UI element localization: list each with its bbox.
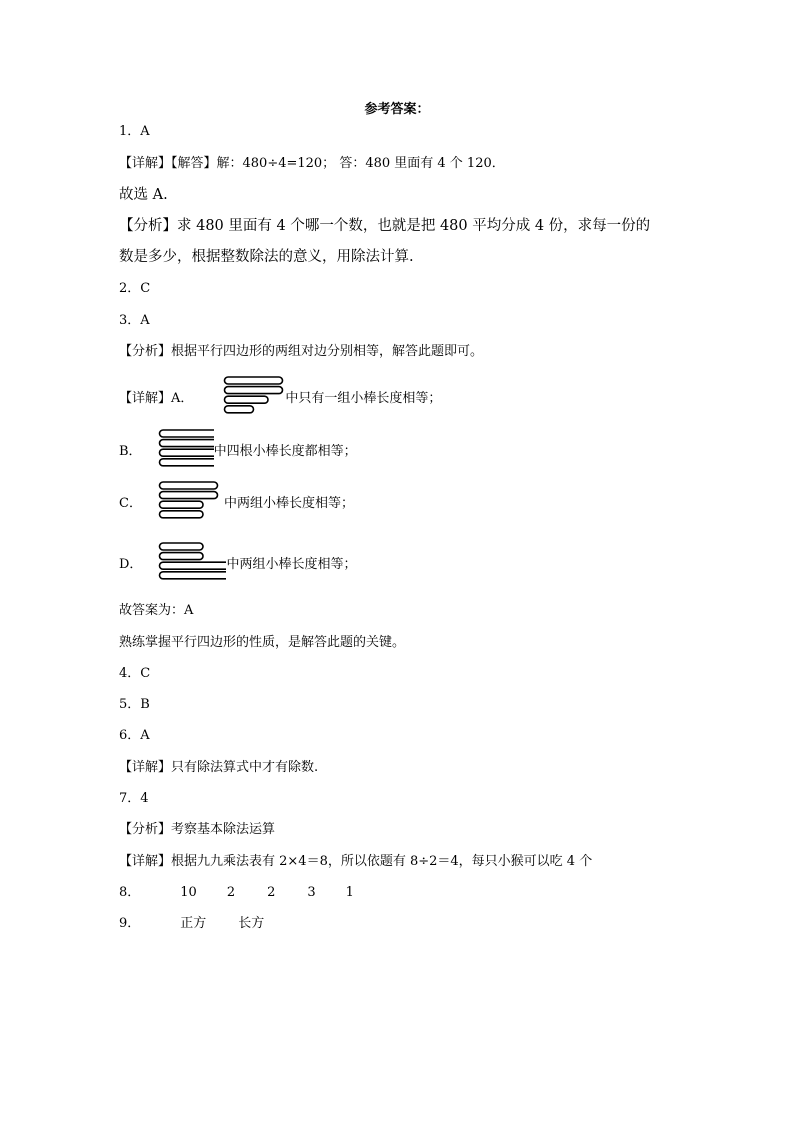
option-c-sticks (158, 480, 224, 522)
answer-8 (119, 885, 354, 901)
answer-8-label: 8． (119, 885, 141, 900)
option-a (119, 375, 441, 417)
answer-4: 4．C (119, 666, 151, 681)
stick (160, 562, 227, 569)
option-c-prefix: C． (119, 495, 142, 511)
stick (160, 572, 227, 579)
answer-2: 2．C (119, 281, 151, 296)
answer-6: 6．A (119, 728, 150, 743)
answer-8-value: 3 (307, 885, 316, 900)
answer-9-label: 9． (119, 916, 141, 931)
stick (225, 387, 283, 394)
answer-7-detail: 【详解】根据九九乘法表有 2×4＝8，所以依题有 8÷2＝4，每只小猴可以吃 4 个 (119, 854, 593, 869)
answer-3-analysis: 【分析】根据平行四边形的两组对边分别相等，解答此题即可。 (119, 344, 484, 359)
option-d-text: 中两组小棒长度相等； (226, 556, 357, 572)
answer-8-value: 2 (267, 885, 276, 900)
option-d-sticks (158, 541, 226, 583)
option-b-text: 中四根小棒长度都相等； (213, 443, 357, 459)
answer-9 (119, 916, 264, 932)
answer-8-value: 10 (180, 885, 197, 900)
stick (225, 377, 283, 384)
answer-9-value: 正方 (180, 916, 207, 931)
option-d (119, 541, 356, 583)
option-b-sticks (158, 428, 214, 470)
answer-8-value: 1 (345, 885, 354, 900)
option-a-prefix: 【详解】A． (119, 390, 194, 406)
option-c (119, 480, 354, 522)
page-title: 参考答案： (364, 102, 430, 117)
stick (159, 501, 203, 508)
answer-1-choice: 故选 A. (119, 187, 168, 203)
option-b (119, 428, 357, 470)
option-d-prefix: D． (119, 556, 143, 572)
answer-1-detail: 【详解】【解答】解：480÷4=120； 答：480 里面有 4 个 120． (119, 156, 505, 171)
stick (159, 430, 214, 437)
answer-1-analysis-line2: 数是多少，根据整数除法的意义，用除法计算. (119, 249, 414, 265)
stick (225, 406, 254, 413)
stick (225, 396, 269, 403)
option-a-sticks (223, 375, 285, 417)
stick (159, 440, 214, 447)
answer-7-analysis: 【分析】考察基本除法运算 (119, 822, 276, 837)
option-a-text: 中只有一组小棒长度相等； (285, 390, 442, 406)
answer-8-value: 2 (226, 885, 236, 900)
stick (160, 553, 204, 560)
stick (159, 449, 214, 456)
stick (159, 482, 217, 489)
option-b-prefix: B． (119, 443, 142, 459)
answer-3: 3．A (119, 313, 150, 328)
answer-7: 7．4 (119, 791, 149, 806)
answer-6-detail: 【详解】只有除法算式中才有除数. (119, 760, 319, 775)
answer-9-value: 长方 (238, 916, 265, 931)
answer-3-conclusion: 故答案为：A (119, 603, 194, 618)
stick (159, 511, 203, 518)
answer-5: 5．B (119, 697, 150, 712)
stick (160, 543, 204, 550)
stick (159, 459, 214, 466)
answer-3-key-point: 熟练掌握平行四边形的性质，是解答此题的关键。 (119, 635, 406, 650)
option-c-text: 中两组小棒长度相等； (223, 495, 354, 511)
answer-1: 1．A (119, 124, 150, 139)
stick (159, 492, 217, 499)
answer-1-analysis-line1: 【分析】求 480 里面有 4 个哪一个数，也就是把 480 平均分成 4 份，求每一份的 (119, 218, 651, 234)
